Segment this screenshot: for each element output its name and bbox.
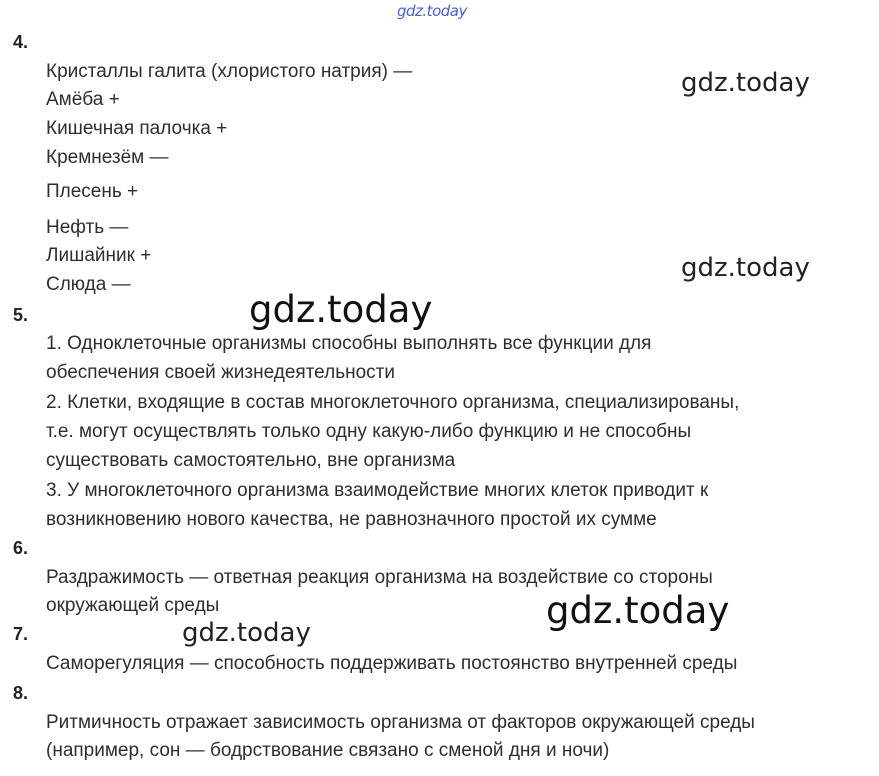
watermark: gdz.today bbox=[249, 288, 433, 331]
answer-line: Кишечная палочка + bbox=[46, 118, 228, 139]
section-number: 6. bbox=[13, 538, 29, 558]
answer-line: Раздражимость — ответная реакция организма на воздействие со стороны bbox=[46, 567, 713, 588]
answer-line: существовать самостоятельно, вне организма bbox=[46, 450, 456, 471]
answer-line: Кристаллы галита (хлористого натрия) — bbox=[46, 61, 413, 82]
answer-line: Саморегуляция — способность поддерживать постоянство внутренней среды bbox=[46, 653, 738, 674]
answer-line: т.е. могут осуществлять только одну какую-либо функцию и не способны bbox=[46, 421, 692, 442]
answer-line: Кремнезём — bbox=[46, 147, 169, 168]
watermark-top: gdz.today bbox=[397, 2, 467, 20]
section-number: 8. bbox=[13, 683, 29, 703]
answer-line: 2. Клетки, входящие в состав многоклеточного организма, специализированы, bbox=[46, 392, 740, 413]
answer-line: Лишайник + bbox=[46, 245, 152, 266]
answer-line: 1. Одноклеточные организмы способны выполнять все функции для bbox=[46, 333, 652, 354]
watermark: gdz.today bbox=[681, 68, 810, 98]
answer-line: Ритмичность отражает зависимость организма от факторов окружающей среды bbox=[46, 712, 755, 733]
section-number: 5. bbox=[13, 305, 29, 325]
answer-line: Нефть — bbox=[46, 217, 129, 238]
answer-line: Плесень + bbox=[46, 181, 139, 202]
watermark: gdz.today bbox=[681, 253, 810, 283]
answer-line: (например, сон — бодрствование связано с сменой дня и ночи) bbox=[46, 740, 610, 761]
answer-line: 3. У многоклеточного организма взаимодействие многих клеток приводит к bbox=[46, 480, 709, 501]
watermark: gdz.today bbox=[182, 618, 311, 648]
section-number: 7. bbox=[13, 624, 29, 644]
answer-line: Слюда — bbox=[46, 274, 131, 295]
answer-line: обеспечения своей жизнедеятельности bbox=[46, 362, 395, 383]
answer-line: Амёба + bbox=[46, 89, 120, 110]
answer-line: окружающей среды bbox=[46, 595, 220, 616]
answer-line: возникновению нового качества, не равнозначного простой их сумме bbox=[46, 509, 657, 530]
section-number: 4. bbox=[13, 32, 29, 52]
watermark: gdz.today bbox=[546, 589, 730, 632]
